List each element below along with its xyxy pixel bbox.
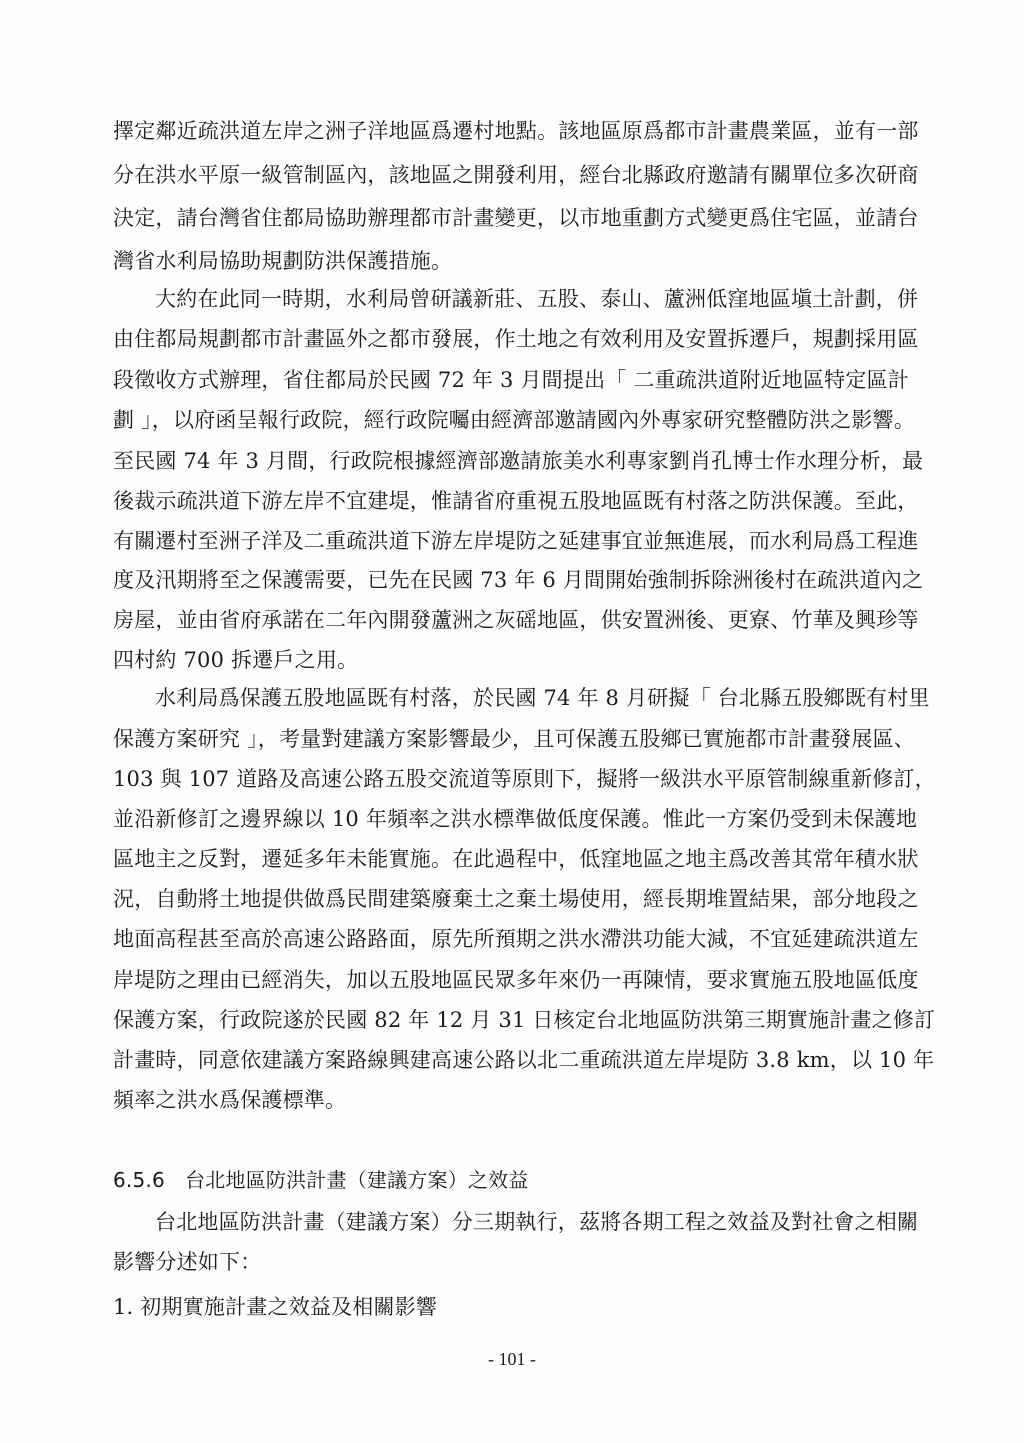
paragraph-3-line-7: 地面高程甚至高於高速公路路面，原先所預期之洪水滯洪功能大減，不宜延建疏洪道左 <box>113 927 919 951</box>
paragraph-2-line-8: 度及汛期將至之保護需要，已先在民國 73 年 6 月間開始強制拆除洲後村在疏洪道內之 <box>113 568 924 592</box>
paragraph-4-line-2: 影響分述如下： <box>113 1250 262 1274</box>
paragraph-1-line-2: 分在洪水平原一級管制區內，該地區之開發利用，經台北縣政府邀請有關單位多次研商 <box>113 163 919 187</box>
paragraph-2-line-7: 有關遷村至洲子洋及二重疏洪道下游左岸堤防之延建事宜並無進展，而水利局爲工程進 <box>113 529 919 553</box>
paragraph-3-line-10: 計畫時，同意依建議方案路線興建高速公路以北二重疏洪道左岸堤防 3.8 km，以 10 年 <box>113 1048 935 1072</box>
paragraph-3-line-3: 103 與 107 道路及高速公路五股交流道等原則下，擬將一級洪水平原管制線重新修訂， <box>113 767 936 791</box>
section-heading: 6.5.6 台北地區防洪計畫（建議方案）之效益 <box>113 1168 529 1192</box>
paragraph-2-line-5: 至民國 74 年 3 月間，行政院根據經濟部邀請旅美水利專家劉肖孔博士作水理分析，最 <box>113 449 924 473</box>
paragraph-3-line-11: 頻率之洪水爲保護標準。 <box>113 1088 347 1112</box>
paragraph-3-line-2: 保護方案研究 」，考量對建議方案影響最少，且可保護五股鄉已實施都市計畫發展區、 <box>113 727 915 751</box>
paragraph-1-line-4: 灣省水利局協助規劃防洪保護措施。 <box>113 249 453 273</box>
paragraph-2-line-3: 段徵收方式辦理，省住都局於民國 72 年 3 月間提出「 二重疏洪道附近地區特定區計 <box>113 368 909 392</box>
paragraph-3-line-1: 水利局爲保護五股地區既有村落，於民國 74 年 8 月研擬「 台北縣五股鄉既有村里 <box>155 686 930 710</box>
paragraph-2-line-4: 劃 」，以府函呈報行政院，經行政院囑由經濟部邀請國內外專家研究整體防洪之影響。 <box>113 408 915 432</box>
paragraph-2-line-10: 四村約 700 拆遷戶之用。 <box>113 648 359 672</box>
paragraph-3-line-4: 並沿新修訂之邊界線以 10 年頻率之洪水標準做低度保護。惟此一方案仍受到未保護地 <box>113 807 918 831</box>
paragraph-1-line-1: 擇定鄰近疏洪道左岸之洲子洋地區爲遷村地點。該地區原爲都市計畫農業區，並有一部 <box>113 119 919 143</box>
list-item-1: 1. 初期實施計畫之效益及相關影響 <box>113 1295 438 1319</box>
paragraph-2-line-6: 後裁示疏洪道下游左岸不宜建堤，惟請省府重視五股地區既有村落之防洪保護。至此， <box>113 489 919 513</box>
paragraph-3-line-5: 區地主之反對，遷延多年未能實施。在此過程中，低窪地區之地主爲改善其常年積水狀 <box>113 847 919 871</box>
page-number: - 101 - <box>488 1349 536 1369</box>
paragraph-1-line-3: 決定，請台灣省住都局協助辦理都市計畫變更，以市地重劃方式變更爲住宅區，並請台 <box>113 206 919 230</box>
paragraph-2-line-1: 大約在此同一時期，水利局曾研議新莊、五股、泰山、蘆洲低窪地區塡土計劃，併 <box>155 287 919 311</box>
paragraph-4-line-1: 台北地區防洪計畫（建議方案）分三期執行，茲將各期工程之效益及對社會之相關 <box>155 1210 919 1234</box>
paragraph-2-line-9: 房屋，並由省府承諾在二年內開發蘆洲之灰磘地區，供安置洲後、更寮、竹華及興珍等 <box>113 608 919 632</box>
paragraph-3-line-6: 況，自動將土地提供做爲民間建築廢棄土之棄土場使用，經長期堆置結果，部分地段之 <box>113 887 919 911</box>
paragraph-3-line-9: 保護方案，行政院遂於民國 82 年 12 月 31 日核定台北地區防洪第三期實施計畫之修訂 <box>113 1008 936 1032</box>
paragraph-3-line-8: 岸堤防之理由已經消失，加以五股地區民眾多年來仍一再陳情，要求實施五股地區低度 <box>113 968 919 992</box>
paragraph-2-line-2: 由住都局規劃都市計畫區外之都市發展，作土地之有效利用及安置拆遷戶，規劃採用區 <box>113 327 919 351</box>
